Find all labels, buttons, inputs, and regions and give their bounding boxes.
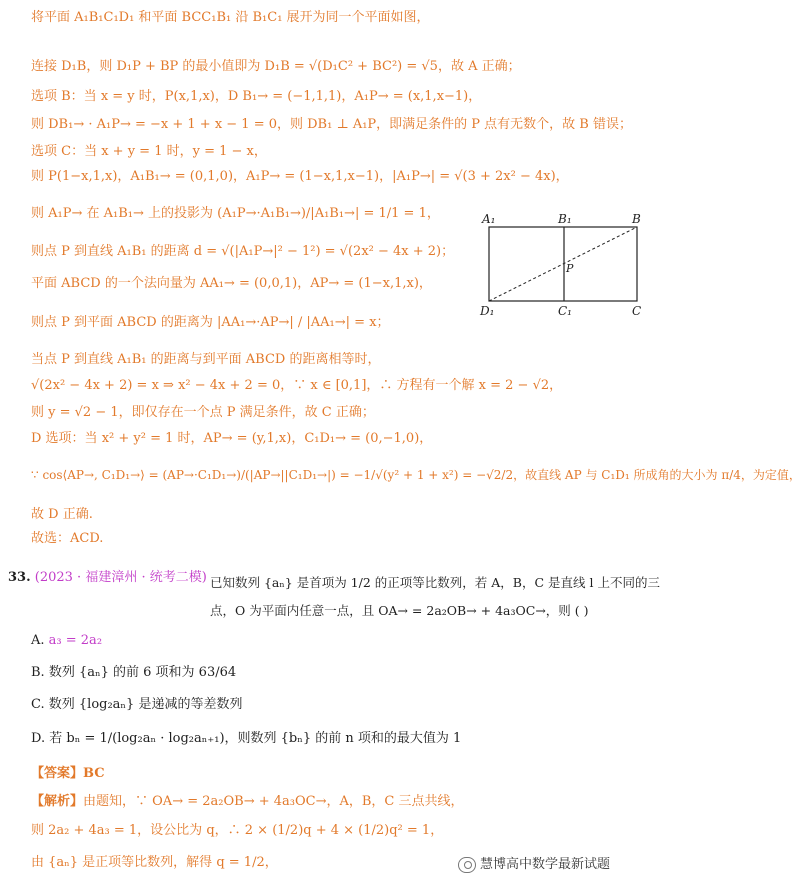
solution-line-a: 连接 D₁B，则 D₁P + BP 的最小值即为 D₁B = √(D₁C² + BC²) = √5，故 A 正确； — [31, 59, 521, 74]
option-d — [31, 730, 461, 748]
solution-line-b2: 则 DB₁→ · A₁P→ = −x + 1 + x − 1 = 0，则 DB₁ ⊥ A₁P，即满足条件的 P 点有无数个，故 B 错误； — [31, 117, 632, 132]
label-c1: C₁ — [558, 304, 572, 318]
analysis-line-2: 则 2a₂ + 4a₃ = 1，设公比为 q，∴ 2 × (1/2)q + 4 × (1/2)q² = 1， — [31, 823, 444, 838]
label-b: B — [632, 212, 641, 226]
answer-line — [31, 765, 105, 783]
solution-line-d1: D 选项：当 x² + y² = 1 时，AP→ = (y,1,x)，C₁D₁→ = (0,−1,0)， — [31, 431, 433, 446]
option-a-text: a₃ = 2a₂ — [48, 633, 103, 648]
answer-value: BC — [83, 766, 105, 781]
option-b-text: 数列 {aₙ} 的前 6 项和为 63/64 — [48, 665, 237, 680]
solution-line-c9: 则 y = √2 − 1，即仅存在一个点 P 满足条件，故 C 正确； — [31, 405, 375, 420]
solution-line-c4: 则点 P 到直线 A₁B₁ 的距离 d = √(|A₁P→|² − 1²) = √(2x² − 4x + 2)； — [31, 244, 455, 259]
option-a — [31, 632, 102, 650]
solution-line-c7: 当点 P 到直线 A₁B₁ 的距离与到平面 ABCD 的距离相等时， — [31, 352, 381, 367]
watermark-text: 慧博高中数学最新试题 — [480, 857, 611, 872]
unfolded-figure — [478, 208, 648, 318]
option-c — [31, 696, 242, 714]
watermark — [458, 853, 610, 873]
wechat-icon — [458, 857, 476, 873]
solution-line-b1: 选项 B：当 x = y 时，P(x,1,x)，D B₁→ = (−1,1,1)，A₁P→ = (x,1,x−1)， — [31, 89, 482, 104]
solution-intro: 将平面 A₁B₁C₁D₁ 和平面 BCC₁B₁ 沿 B₁C₁ 展开为同一个平面如图， — [31, 10, 430, 25]
question-number: 33. — [8, 570, 31, 585]
label-a1: A₁ — [482, 212, 496, 226]
solution-line-c8: √(2x² − 4x + 2) = x ⇒ x² − 4x + 2 = 0，∵ x ∈ [0,1]，∴ 方程有一个解 x = 2 − √2， — [31, 378, 563, 393]
analysis-label: 【解析】 — [31, 794, 84, 809]
analysis-text-1: 由题知，∵ OA→ = 2a₂OB→ + 4a₃OC→，A，B，C 三点共线， — [83, 794, 464, 809]
solution-line-c5: 平面 ABCD 的一个法向量为 AA₁→ = (0,0,1)，AP→ = (1−x,1,x)， — [31, 276, 432, 291]
option-b-label: B. — [31, 665, 45, 680]
option-d-text: 若 bₙ = 1/(log₂aₙ · log₂aₙ₊₁)，则数列 {bₙ} 的前 n 项和的最大值为 1 — [49, 731, 462, 746]
question-line — [8, 569, 207, 587]
solution-line-d3: 故 D 正确. — [31, 507, 93, 522]
option-c-label: C. — [31, 697, 45, 712]
solution-line-c1: 选项 C：当 x + y = 1 时，y = 1 − x， — [31, 144, 267, 159]
analysis-line-1 — [31, 793, 464, 811]
label-c: C — [632, 304, 642, 318]
solution-line-c6: 则点 P 到平面 ABCD 的距离为 |AA₁→·AP→| / |AA₁→| = x； — [31, 315, 390, 330]
analysis-line-3: 由 {aₙ} 是正项等比数列，解得 q = 1/2， — [31, 855, 278, 870]
answer-label: 【答案】 — [31, 766, 84, 781]
option-d-label: D. — [31, 731, 46, 746]
solution-final: 故选：ACD. — [31, 531, 104, 546]
label-b1: B₁ — [558, 212, 572, 226]
figure-diagonal-d1b — [489, 227, 637, 301]
label-d1: D₁ — [480, 304, 495, 318]
option-a-label: A. — [31, 633, 45, 648]
question-source: (2023 · 福建漳州 · 统考二模) — [34, 570, 207, 585]
question-stem: 已知数列 {aₙ} 是首项为 1/2 的正项等比数列，若 A，B，C 是直线 l 上不同的三点，O 为平面内任意一点，且 OA→ = 2a₂OB→ + 4a₃OC→，则 ( ) — [210, 575, 660, 618]
solution-line-c2: 则 P(1−x,1,x)，A₁B₁→ = (0,1,0)，A₁P→ = (1−x,1,x−1)，|A₁P→| = √(3 + 2x² − 4x)， — [31, 169, 569, 184]
solution-line-c3: 则 A₁P→ 在 A₁B₁→ 上的投影为 (A₁P→·A₁B₁→)/|A₁B₁→| = 1/1 = 1， — [31, 206, 440, 221]
option-b — [31, 664, 236, 682]
solution-line-d2: ∵ cos⟨AP→, C₁D₁→⟩ = (AP→·C₁D₁→)/(|AP→||C₁D₁→|) = −1/√(y² + 1 + x²) = −√2/2，故直线 AP 与 C₁D₁ 所成角的大小为 π/4，为定值， — [31, 468, 801, 482]
option-c-text: 数列 {log₂aₙ} 是递减的等差数列 — [48, 697, 243, 712]
label-p: P — [566, 262, 574, 275]
